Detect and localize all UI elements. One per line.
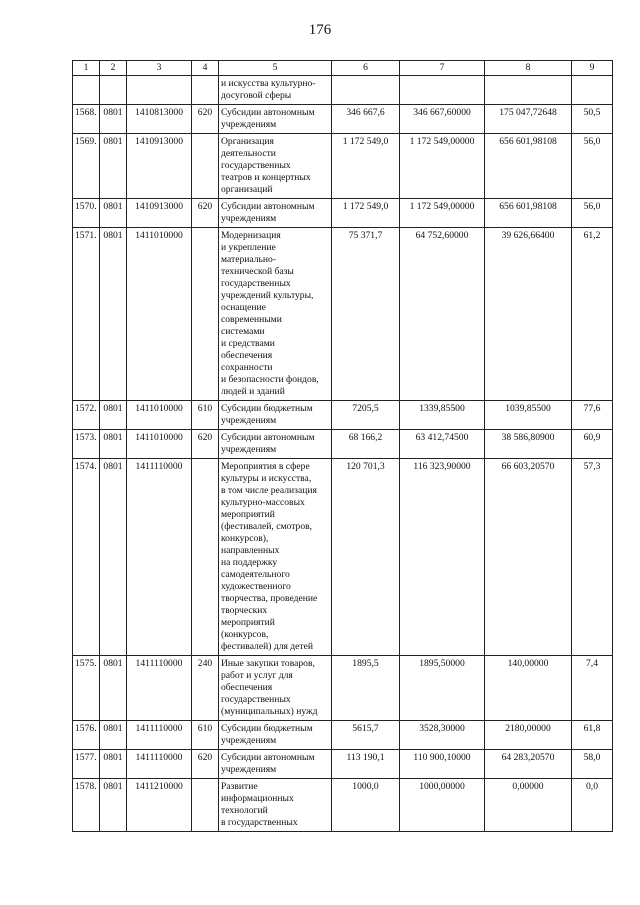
expense-type-cell xyxy=(192,459,219,656)
plan-value-cell: 1895,5 xyxy=(332,656,400,721)
actual-value-cell: 64 283,20570 xyxy=(485,750,572,779)
table-row xyxy=(73,721,613,750)
target-code-cell: 1410913000 xyxy=(127,199,192,228)
row-number-cell xyxy=(73,76,100,105)
column-header: 9 xyxy=(572,61,613,76)
refined-value-cell: 116 323,90000 xyxy=(400,459,485,656)
column-header: 2 xyxy=(100,61,127,76)
actual-value-cell: 2180,00000 xyxy=(485,721,572,750)
percent-cell: 77,6 xyxy=(572,401,613,430)
row-number-cell: 1574. xyxy=(73,459,100,656)
percent-cell: 56,0 xyxy=(572,134,613,199)
expense-type-cell: 610 xyxy=(192,721,219,750)
target-code-cell: 1411210000 xyxy=(127,779,192,832)
table-row xyxy=(73,401,613,430)
expense-type-cell xyxy=(192,134,219,199)
table-row xyxy=(73,134,613,199)
percent-cell: 61,2 xyxy=(572,228,613,401)
item-name-cell: Развитие информационных технологий в государственных xyxy=(219,779,332,832)
refined-value-cell: 63 412,74500 xyxy=(400,430,485,459)
expense-type-cell xyxy=(192,76,219,105)
section-code-cell: 0801 xyxy=(100,401,127,430)
table-row xyxy=(73,199,613,228)
item-name-cell: Организация деятельности государственных театров и концертных организаций xyxy=(219,134,332,199)
target-code-cell: 1411010000 xyxy=(127,228,192,401)
column-header: 3 xyxy=(127,61,192,76)
table-row xyxy=(73,76,613,105)
section-code-cell: 0801 xyxy=(100,199,127,228)
percent-cell: 58,0 xyxy=(572,750,613,779)
item-name-cell: Субсидии автономным учреждениям xyxy=(219,430,332,459)
refined-value-cell: 1000,00000 xyxy=(400,779,485,832)
refined-value-cell: 110 900,10000 xyxy=(400,750,485,779)
refined-value-cell: 1339,85500 xyxy=(400,401,485,430)
column-header: 7 xyxy=(400,61,485,76)
plan-value-cell: 1 172 549,0 xyxy=(332,199,400,228)
plan-value-cell: 113 190,1 xyxy=(332,750,400,779)
item-name-cell: Субсидии автономным учреждениям xyxy=(219,199,332,228)
row-number-cell: 1571. xyxy=(73,228,100,401)
actual-value-cell: 140,00000 xyxy=(485,656,572,721)
item-name-cell: Мероприятия в сфере культуры и искусства, в том числе реализация культурно-массовых мероприятий (фестивалей, смотров, конкурсов), направленных на поддержку самодеятельного художественного творчества, проведение творческих мероприятий (конкурсов, фестивалей) для детей xyxy=(219,459,332,656)
actual-value-cell: 1039,85500 xyxy=(485,401,572,430)
target-code-cell: 1411110000 xyxy=(127,459,192,656)
plan-value-cell: 346 667,6 xyxy=(332,105,400,134)
target-code-cell: 1411010000 xyxy=(127,401,192,430)
section-code-cell xyxy=(100,76,127,105)
percent-cell: 57,3 xyxy=(572,459,613,656)
target-code-cell: 1411010000 xyxy=(127,430,192,459)
refined-value-cell: 1895,50000 xyxy=(400,656,485,721)
table-row xyxy=(73,459,613,656)
item-name-cell: и искусства культурно- досуговой сферы xyxy=(219,76,332,105)
table-body xyxy=(73,76,613,832)
percent-cell: 0,0 xyxy=(572,779,613,832)
row-number-cell: 1573. xyxy=(73,430,100,459)
actual-value-cell xyxy=(485,76,572,105)
plan-value-cell: 120 701,3 xyxy=(332,459,400,656)
table-row xyxy=(73,105,613,134)
section-code-cell: 0801 xyxy=(100,721,127,750)
section-code-cell: 0801 xyxy=(100,105,127,134)
expense-type-cell: 240 xyxy=(192,656,219,721)
header-row xyxy=(73,61,613,76)
table-row xyxy=(73,656,613,721)
item-name-cell: Субсидии автономным учреждениям xyxy=(219,750,332,779)
column-header: 8 xyxy=(485,61,572,76)
expense-type-cell xyxy=(192,228,219,401)
target-code-cell: 1411110000 xyxy=(127,721,192,750)
plan-value-cell xyxy=(332,76,400,105)
percent-cell: 50,5 xyxy=(572,105,613,134)
item-name-cell: Субсидии бюджетным учреждениям xyxy=(219,401,332,430)
expense-type-cell: 610 xyxy=(192,401,219,430)
plan-value-cell: 1000,0 xyxy=(332,779,400,832)
table-row xyxy=(73,750,613,779)
target-code-cell: 1411110000 xyxy=(127,750,192,779)
row-number-cell: 1575. xyxy=(73,656,100,721)
plan-value-cell: 1 172 549,0 xyxy=(332,134,400,199)
section-code-cell: 0801 xyxy=(100,134,127,199)
actual-value-cell: 0,00000 xyxy=(485,779,572,832)
table-row xyxy=(73,779,613,832)
refined-value-cell: 3528,30000 xyxy=(400,721,485,750)
column-header: 5 xyxy=(219,61,332,76)
item-name-cell: Иные закупки товаров, работ и услуг для обеспечения государственных (муниципальных) нужд xyxy=(219,656,332,721)
expense-type-cell: 620 xyxy=(192,430,219,459)
plan-value-cell: 68 166,2 xyxy=(332,430,400,459)
percent-cell: 61,8 xyxy=(572,721,613,750)
row-number-cell: 1570. xyxy=(73,199,100,228)
row-number-cell: 1577. xyxy=(73,750,100,779)
refined-value-cell: 1 172 549,00000 xyxy=(400,134,485,199)
refined-value-cell: 1 172 549,00000 xyxy=(400,199,485,228)
column-header: 1 xyxy=(73,61,100,76)
row-number-cell: 1572. xyxy=(73,401,100,430)
table-row xyxy=(73,430,613,459)
section-code-cell: 0801 xyxy=(100,459,127,656)
plan-value-cell: 5615,7 xyxy=(332,721,400,750)
refined-value-cell xyxy=(400,76,485,105)
table-row xyxy=(73,228,613,401)
target-code-cell: 1411110000 xyxy=(127,656,192,721)
expense-type-cell: 620 xyxy=(192,750,219,779)
percent-cell: 7,4 xyxy=(572,656,613,721)
item-name-cell: Модернизация и укрепление материально- технической базы государственных учреждений культуры, оснащение современными системами и средствами обеспечения сохранности и безопасности фондов, людей и зданий xyxy=(219,228,332,401)
row-number-cell: 1569. xyxy=(73,134,100,199)
plan-value-cell: 7205,5 xyxy=(332,401,400,430)
expense-type-cell: 620 xyxy=(192,199,219,228)
percent-cell: 56,0 xyxy=(572,199,613,228)
column-header: 4 xyxy=(192,61,219,76)
row-number-cell: 1576. xyxy=(73,721,100,750)
row-number-cell: 1578. xyxy=(73,779,100,832)
refined-value-cell: 346 667,60000 xyxy=(400,105,485,134)
section-code-cell: 0801 xyxy=(100,779,127,832)
percent-cell: 60,9 xyxy=(572,430,613,459)
section-code-cell: 0801 xyxy=(100,228,127,401)
section-code-cell: 0801 xyxy=(100,750,127,779)
expense-type-cell: 620 xyxy=(192,105,219,134)
actual-value-cell: 656 601,98108 xyxy=(485,199,572,228)
target-code-cell xyxy=(127,76,192,105)
actual-value-cell: 38 586,80900 xyxy=(485,430,572,459)
refined-value-cell: 64 752,60000 xyxy=(400,228,485,401)
actual-value-cell: 66 603,20570 xyxy=(485,459,572,656)
item-name-cell: Субсидии бюджетным учреждениям xyxy=(219,721,332,750)
column-header: 6 xyxy=(332,61,400,76)
page-number: 176 xyxy=(308,22,332,38)
expense-type-cell xyxy=(192,779,219,832)
item-name-cell: Субсидии автономным учреждениям xyxy=(219,105,332,134)
actual-value-cell: 656 601,98108 xyxy=(485,134,572,199)
percent-cell xyxy=(572,76,613,105)
plan-value-cell: 75 371,7 xyxy=(332,228,400,401)
actual-value-cell: 175 047,72648 xyxy=(485,105,572,134)
row-number-cell: 1568. xyxy=(73,105,100,134)
target-code-cell: 1410913000 xyxy=(127,134,192,199)
section-code-cell: 0801 xyxy=(100,430,127,459)
section-code-cell: 0801 xyxy=(100,656,127,721)
target-code-cell: 1410813000 xyxy=(127,105,192,134)
actual-value-cell: 39 626,66400 xyxy=(485,228,572,401)
budget-table xyxy=(72,60,613,832)
